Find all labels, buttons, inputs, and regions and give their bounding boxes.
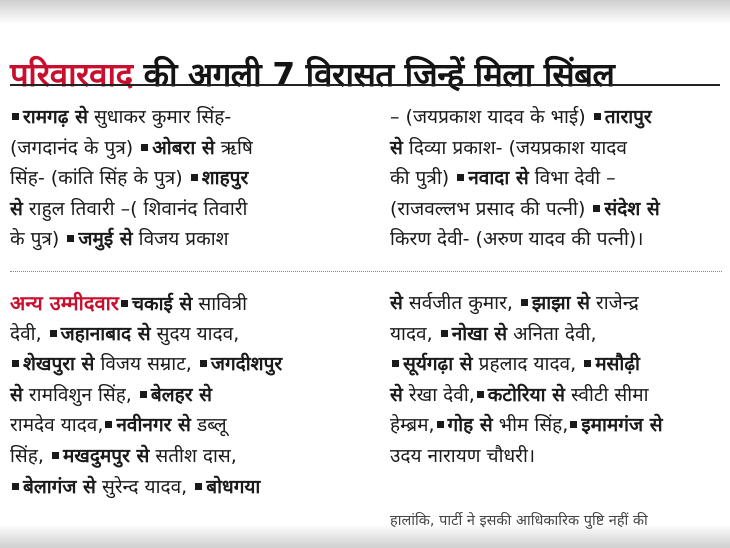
section2-right-column [390,288,725,472]
bullet-square-icon [594,113,601,120]
bullet-square-icon [477,391,484,398]
s1-right-line-3: की पुत्री) नवादा से विभा देवी – [390,167,616,190]
bullet-square-icon [570,421,577,428]
headline-accent: परिवारवाद [10,55,133,94]
s2-right-line-1: से सर्वजीत कुमार, झाझा से राजेन्द्र [390,292,639,314]
s1-right-line-1: – (जयप्रकाश यादव के भाई) तारापुर [390,106,652,128]
s1-left-line-2: (जगदानंद के पुत्र) ओबरा से ऋषि [10,136,253,159]
other-candidates-heading: अन्य उम्मीदवार [10,291,119,315]
s2-left-line-2: देवी, जहानाबाद से सुदय यादव, [10,322,240,345]
bullet-square-icon [67,235,74,242]
s2-right-line-4: से रेखा देवी, कटोरिया से स्वीटी सीमा [390,383,649,406]
bullet-square-icon [121,300,128,307]
bullet-square-icon [200,360,207,367]
s2-left-line-5: रामदेव यादव, नवीनगर से डब्लू [10,414,227,437]
bullet-square-icon [12,360,19,367]
bullet-square-icon [12,483,19,490]
bullet-square-icon [140,391,147,398]
bullet-square-icon [12,113,19,120]
s1-left-line-4: से राहुल तिवारी –( शिवानंद तिवारी [10,197,248,220]
bullet-square-icon [593,205,600,212]
s1-right-line-5: किरण देवी- (अरुण यादव की पत्नी)। [390,228,644,251]
bullet-square-icon [141,144,148,151]
section2-left-column [10,288,375,502]
headline-underline [10,84,720,86]
s2-right-line-6: उदय नारायण चौधरी। [390,444,536,467]
headline-rest: की अगली 7 विरासत जिन्हें मिला सिंबल [143,55,615,94]
section1-left-column [10,102,370,255]
s1-left-line-3: सिंह- (कांति सिंह के पुत्र) शाहपुर [10,167,249,190]
section-divider [10,271,722,272]
s2-left-line-3: शेखपुरा से विजय सम्राट, जगदीशपुर [10,349,375,380]
s2-right-line-3: सूर्यगढ़ा से प्रहलाद यादव, मसौढ़ी [390,349,725,380]
s1-right-line-2: से दिव्या प्रकाश- (जयप्रकाश यादव [390,136,627,159]
s2-left-line-7: बेलागंज से सुरेन्द यादव, बोधगया [10,472,375,503]
bullet-square-icon [392,360,399,367]
bullet-square-icon [437,421,444,428]
bullet-square-icon [52,452,59,459]
s1-left-line-1: रामगढ़ से सुधाकर कुमार सिंह- [10,102,370,133]
bullet-square-icon [105,421,112,428]
bullet-square-icon [191,174,198,181]
s1-right-line-4: (राजवल्लभ प्रसाद की पत्नी) संदेश से [390,197,660,220]
bullet-square-icon [521,299,528,306]
s2-right-line-5: हेम्ब्रम, गोह से भीम सिंह, इमामगंज से [390,414,663,437]
bullet-square-icon [584,360,591,367]
s1-left-line-5: के पुत्र) जमुई से विजय प्रकाश [10,228,229,251]
s2-left-line-4: से रामविशुन सिंह, बेलहर से [10,383,212,406]
news-card [0,24,730,529]
bullet-square-icon [50,330,57,337]
section1-right-column [390,102,725,255]
s2-left-line-1: अन्य उम्मीदवार चकाई से सावित्री [10,291,248,315]
bullet-square-icon [195,483,202,490]
s2-right-line-2: यादव, नोखा से अनिता देवी, [390,322,597,345]
bullet-square-icon [441,330,448,337]
bullet-square-icon [457,174,464,181]
s2-left-line-6: सिंह, मखदुमपुर से सतीश दास, [10,444,237,467]
headline [10,46,722,104]
disclaimer-note: हालांकि, पार्टी ने इसकी आधिकारिक पुष्टि नहीं की [390,513,648,529]
